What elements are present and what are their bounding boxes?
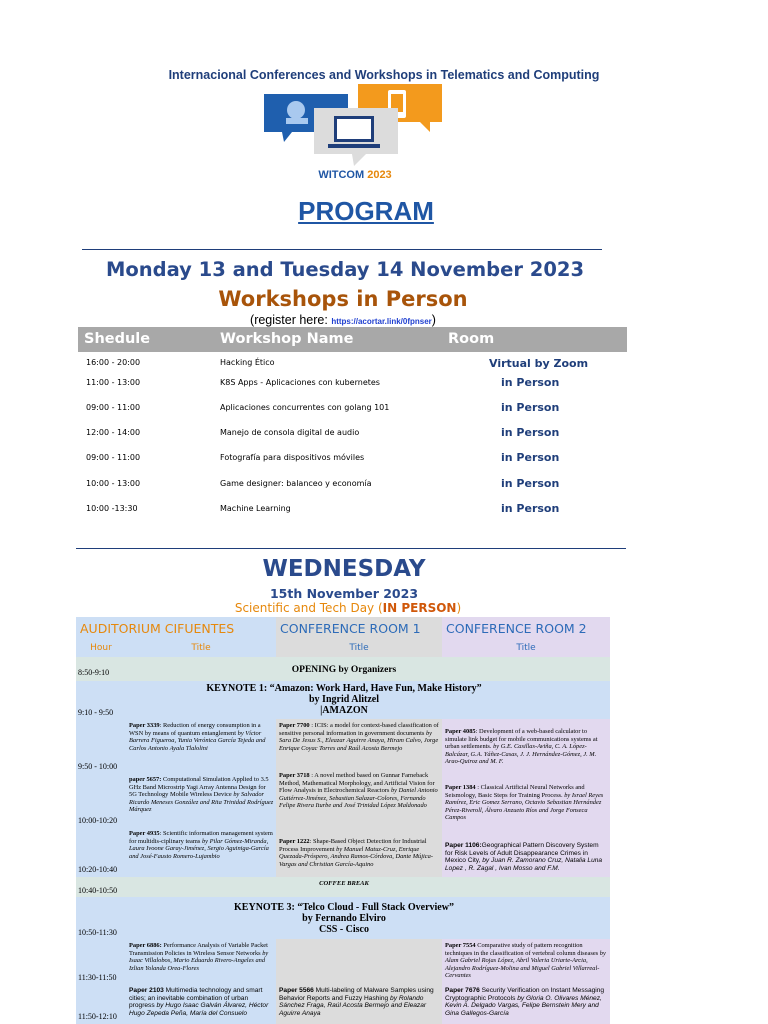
paper-authors: by Sara De Jesus S., Eleazar Aguirre Anaya, Hiram Calvo, Jorge Enrique Coyac Torres and Raúl Acosta Bermejo [279, 729, 439, 752]
paper-id: Paper 1106: [445, 842, 482, 849]
day-date: 15th November 2023 [269, 586, 419, 601]
paper-title: : Classical Artificial Neural Networks and Seismology, Basic Steps for Training Process. [445, 784, 585, 799]
workshop-dates: Monday 13 and Tuesday 14 November 2023 [105, 258, 585, 281]
time-slot: 10:00-10:20 [78, 816, 118, 825]
workshop-room: in Person [501, 451, 560, 464]
paper-entry [129, 722, 274, 752]
paper-id: paper 5657: [129, 776, 162, 783]
workshop-row [78, 397, 627, 421]
subtitle-bold: IN PERSON [382, 601, 457, 615]
paper-title: : ICIS: a model for context-based classification of sensitive personal information in government documents [279, 722, 439, 737]
title-label: Title [276, 640, 442, 657]
paper-id: Paper 5566 [279, 987, 314, 994]
opening-text: OPENING by Organizers [291, 665, 397, 675]
workshop-row [78, 372, 627, 396]
paper-id: Paper 1222 [279, 838, 310, 845]
keynote3-title: KEYNOTE 3: “Telco Cloud - Full Stack Overview” [234, 902, 454, 913]
keynote1-org: |AMAZON [320, 705, 368, 716]
paper-id: Paper 4085 [445, 728, 476, 735]
logo-name: WITCOM [318, 169, 365, 181]
workshop-name: Manejo de consola digital de audio [220, 428, 360, 437]
paper-entry [279, 722, 439, 752]
paper-entry [279, 838, 439, 868]
time-slot: 9:10 - 9:50 [78, 708, 114, 717]
paper-id: Paper 3339 [129, 722, 160, 729]
paper-id: Paper 4935 [129, 830, 160, 837]
workshop-room: in Person [501, 502, 560, 515]
paper-authors: by Isaac Villalobos, Mario Eduardo Rivero-Angeles and Izlian Yolanda Orea-Flores [129, 949, 269, 972]
keynote3-org: CSS - Cisco [318, 924, 369, 935]
paper-title: : Scientific information management system for multidis-ciplinary teams [129, 830, 273, 845]
workshop-row [78, 447, 627, 471]
room-header-room1: CONFERENCE ROOM 1 [276, 617, 442, 640]
register-suffix: ) [431, 313, 436, 327]
paper-id: Paper 3718 [279, 772, 310, 779]
paper-id: Paper 6886: [129, 942, 162, 949]
workshop-name: Machine Learning [220, 504, 291, 513]
divider-line [82, 249, 602, 250]
time-slot: 11:50-12:10 [78, 1012, 117, 1021]
paper-entry [445, 728, 607, 766]
workshop-time: 11:00 - 13:00 [86, 378, 141, 387]
register-link[interactable]: https://acortar.link/0fpnser [331, 317, 432, 326]
paper-id: Paper 2103 [129, 987, 164, 994]
day-heading: WEDNESDAY [262, 556, 426, 582]
workshop-room: in Person [501, 477, 560, 490]
time-slot: 11:30-11:50 [78, 973, 117, 982]
paper-entry [279, 772, 439, 810]
paper-authors: by Hugo Isaac Galván Álvarez, Héctor Hugo Zepeda Peña, María del Consuelo [129, 1002, 269, 1017]
keynote3-speaker: by Fernando Elviro [302, 913, 386, 924]
workshop-table-header [78, 327, 627, 352]
room-header-room2: CONFERENCE ROOM 2 [442, 617, 610, 640]
paper-authors: by Alam Gabriel Rojas López, Abril Valeria Uriarte-Arcia, Alejandro Rodríguez-Molina and Miguel Gabriel Villarreal-Cervantes [445, 949, 606, 980]
devices-logo-icon [262, 84, 444, 170]
workshop-time: 09:00 - 11:00 [86, 403, 141, 412]
keynote1-title: KEYNOTE 1: “Amazon: Work Hard, Have Fun, Make History” [206, 683, 482, 694]
paper-authors: by Gloria O. Olivares Ménez, Kevin A. Delgado Vargas, Felipe Bernstein Mery and Gina Gallegos-García [445, 994, 602, 1017]
paper-authors: by Rolando Sánchez Fraga, Raúl Acosta Bermejo and Eleazar Aguirre Anaya [279, 994, 427, 1017]
program-heading: PROGRAM [298, 196, 434, 226]
time-slot: 10:40-10:50 [78, 886, 118, 895]
column-header-schedule: Shedule [84, 331, 151, 347]
hour-label: Hour [76, 640, 126, 657]
coffee-break-text: COFFEE BREAK [319, 880, 369, 887]
day-subtitle [0, 601, 696, 615]
workshop-time: 09:00 - 11:00 [86, 453, 141, 462]
time-slot: 10:20-10:40 [78, 865, 118, 874]
witcom-logo [262, 84, 444, 170]
register-prefix: (register here: [250, 313, 332, 327]
time-slot: 10:50-11:30 [78, 928, 117, 937]
paper-authors: by Salvador Ricardo Meneses González and Rita Trinidad Rodríguez Márquez [129, 791, 274, 814]
paper-entry [129, 987, 274, 1017]
workshop-name: K8S Apps - Aplicaciones con kubernetes [220, 378, 380, 387]
logo-wordmark [0, 169, 710, 181]
workshop-room: in Person [501, 401, 560, 414]
room-header-auditorium: AUDITORIUM CIFUENTES [76, 617, 276, 640]
conference-title: Internacional Conferences and Workshops in Telematics and Computing [168, 68, 600, 82]
workshop-name: Fotografía para dispositivos móviles [220, 453, 365, 462]
keynote3-block [78, 902, 610, 935]
opening-time: 8:50-9:10 [78, 668, 110, 677]
paper-authors: by Juan R. Zamorano Cruz, Natalia Luna Lopez , R. Zagal , Ivan Mosso and F.M. [445, 857, 603, 872]
workshop-row [78, 498, 627, 522]
paper-authors: by Daniel Antonio Gutiérrez-Jiménez, Sebastian Salazar-Colores, Fernando Felipe Rivera Iturbe and José Trinidad López Maldonado [279, 787, 438, 810]
workshop-row [78, 473, 627, 497]
paper-title: Comparative study of pattern recognition techniques in the classification of vertebral column diseases [445, 942, 599, 957]
divider-line [76, 548, 626, 549]
paper-entry [129, 942, 274, 972]
paper-authors: by Pilar Gómez-Miranda, Laura Ivoone Garay-Jiménez, Sergio Aguiniga-García and José-Fausto Romero-Lujambio [129, 837, 269, 860]
workshops-title: Workshops in Person [218, 287, 468, 311]
workshop-room: Virtual by Zoom [489, 357, 589, 370]
workshop-name: Game designer: balanceo y economía [220, 479, 372, 488]
register-line [0, 313, 686, 327]
paper-title: : Shape-Based Object Detection for Industrial Process Improvement [279, 838, 427, 853]
workshop-room: in Person [501, 376, 560, 389]
workshop-time: 10:00 -13:30 [86, 504, 138, 513]
paper-authors: by Manuel Matuz-Cruz, Enrique Quezada-Próspero, Andrea Ramos-Córdova, Dante Mújica-Vargas and Christian García-Aquino [279, 845, 433, 868]
paper-entry [129, 830, 274, 860]
title-label: Title [442, 640, 610, 657]
paper-entry [279, 987, 439, 1017]
workshop-time: 12:00 - 14:00 [86, 428, 141, 437]
paper-title: : Reduction of energy consumption in a WSN by means of quantum entanglement [129, 722, 261, 737]
paper-id: Paper 7700 [279, 722, 310, 729]
paper-id: Paper 7676 [445, 987, 480, 994]
subtitle-prefix: Scientific and Tech Day ( [234, 601, 383, 615]
paper-title: Performance Analysis of Variable Packet Transmission Policies in Wireless Sensor Networks [129, 942, 268, 957]
keynote1-block [78, 683, 610, 716]
paper-title: : Development of a web-based calculator to simulate link budget for mobile communications systems at urban settlements. [445, 728, 598, 751]
paper-title: Multimedia technology and smart cities; an inevitable combination of urban progress [129, 987, 263, 1010]
workshop-time: 16:00 - 20:00 [86, 358, 141, 367]
paper-entry [445, 942, 607, 980]
paper-entry [445, 842, 607, 872]
paper-id: Paper 1384 [445, 784, 476, 791]
paper-entry [445, 987, 607, 1017]
title-label: Title [126, 640, 276, 657]
paper-entry [445, 784, 607, 822]
workshop-name: Hacking Ético [220, 358, 275, 367]
column-header-workshop: Workshop Name [220, 331, 354, 347]
paper-title: Security Verification on Instant Messaging Cryptographic Protocols [445, 987, 605, 1002]
keynote1-speaker: by Ingrid Alitzel [308, 694, 379, 705]
workshop-room: in Person [501, 426, 560, 439]
workshop-time: 10:00 - 13:00 [86, 479, 141, 488]
paper-authors: by Israel Reyes Ramírez, Eric Gomez Serrano, Octavio Sebastian Hernández Pérez-Riveroll, Álvaro Anzueto Ríos and Jorge Fonseca Campos [445, 791, 604, 822]
column-header-room: Room [448, 331, 495, 347]
paper-authors: by G.E. Casillas-Aviña, C. A. López-Balcázar, G.A. Yáñez-Casas, J. J. Hernández-Gómez, J. M. Arao-Quiroz and M. F. [445, 743, 597, 766]
paper-authors: by Víctor Barrera Figueroa, Yunia Verónica García Tejeda and Carlos Antonio Ayala Tlalolini [129, 729, 266, 752]
paper-entry [129, 776, 274, 814]
logo-year: 2023 [367, 169, 392, 181]
paper-title: Multi-labeling of Malware Samples using Behavior Reports and Fuzzy Hashing [279, 987, 434, 1002]
paper-title: : A novel method based on Gunnar Farneback Method, Mathematical Morphology, and Artificial Vision for Flow Analysis in Electrochemical Reactors [279, 772, 435, 795]
paper-title: Computational Simulation Applied to 3.5 GHz Band Microstrip Yagi Array Antenna Design for 5G Technology Mobile Wireless Device [129, 776, 269, 799]
paper-title: Geographical Pattern Discovery System for Risk Levels of Adult Disappearance Crimes in Mexico City, [445, 842, 599, 865]
subtitle-suffix: ) [456, 601, 462, 615]
workshop-row [78, 422, 627, 446]
workshop-name: Aplicaciones concurrentes con golang 101 [220, 403, 390, 412]
time-slot: 9:50 - 10:00 [78, 762, 118, 771]
paper-id: Paper 7554 [445, 942, 476, 949]
